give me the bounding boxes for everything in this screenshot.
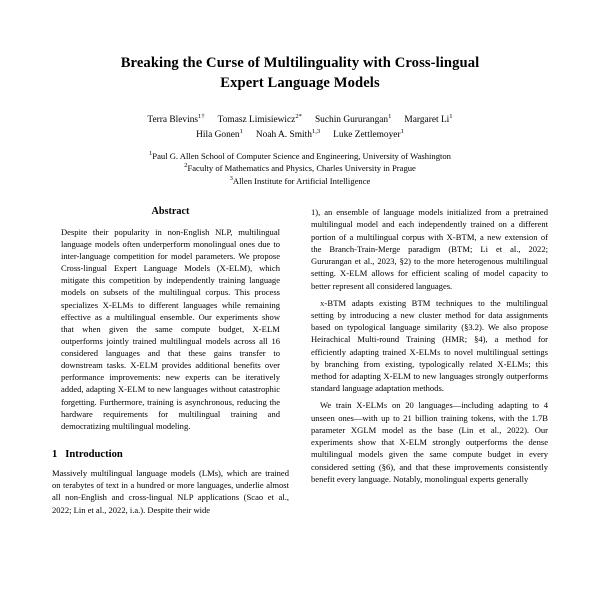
right-column	[311, 206, 548, 516]
affiliation-text: Faculty of Mathematics and Physics, Charles University in Prague	[187, 163, 416, 174]
page-title	[52, 54, 548, 93]
author-row-1	[52, 113, 548, 128]
section-heading-introduction	[52, 449, 289, 460]
author-affil-marker: 1	[239, 127, 243, 135]
abstract-text: Despite their popularity in non-English NLP, multilingual language models often underperform monolingual ones due to inter-language competition for model parameters. We propose Cross-lingual Expert Language Models (X-ELM), which mitigate this competition by independently training language models on subsets of the multilingual corpus. This process specializes X-ELMs to different languages while remaining effective as a multilingual ensemble. Our experiments show that when given the same compute budget, X-ELM outperforms jointly trained multilingual models across all 16 considered languages and that these gains transfer to downstream tasks. X-ELM provides additional benefits over performance improvements: new experts can be iteratively added, adapting X-ELM to new languages without catastrophic forgetting. Furthermore, training is asynchronous, reducing the hardware requirements for multilingual training and democratizing multilingual modeling.	[61, 226, 281, 431]
author	[218, 115, 302, 125]
section-title: Introduction	[65, 448, 123, 460]
section-number: 1	[52, 448, 58, 460]
author	[333, 127, 404, 140]
right-paragraph-1: 1), an ensemble of language models initialized from a pretrained multilingual model and each independently trained on a different portion of a multilingual corpus with X-BTM, a new extension of the Branch-Train-Merge paradigm (BTM; Li et al., 2022; Gururangan et al., 2023, §2) to the more heterogenous multilingual setting. X-ELM allows for efficient scaling of model capacity to better represent all considered languages.	[311, 207, 549, 291]
author-name: Margaret Li	[404, 115, 450, 126]
title-line-2: Expert Language Models	[220, 74, 380, 91]
title-line-1: Breaking the Curse of Multilinguality with Cross-lingual	[120, 55, 480, 71]
author-affil-marker: 1,3	[311, 127, 321, 135]
affiliation-marker: 3	[229, 175, 233, 183]
author-name: Noah A. Smith	[255, 129, 312, 140]
affiliation-marker: 1	[149, 149, 153, 157]
affiliation-text: Allen Institute for Artificial Intelligence	[232, 176, 371, 187]
affiliation	[52, 175, 548, 188]
author	[404, 115, 452, 125]
author-affil-marker: 2*	[295, 113, 302, 121]
abstract-heading: Abstract	[151, 206, 190, 218]
author-affil-marker: 1	[388, 113, 392, 121]
affiliation	[52, 150, 548, 163]
intro-paragraph-1: Massively multilingual language models (LMs), which are trained on terabytes of text in a hundred or more languages, underlie almost all non-English and cross-lingual NLP applications (Scao et al., 2022; Lin et al., 2022, i.a.). Despite their wide	[52, 467, 289, 515]
author-name: Tomasz Limisiewicz	[217, 115, 296, 126]
author-name: Luke Zettlemoyer	[333, 129, 401, 140]
right-paragraph-3: We train X-ELMs on 20 languages—including adapting to 4 unseen ones—with up to 21 billion training tokens, with the 1.7B parameter XGLM model as the base (Lin et al., 2022). Our experiments show that X-ELM strongly outperforms the dense multilingual models given the same compute budget in every considered setting (§6), and that these improvements consistently benefit every language. Notably, monolingual experts generally	[311, 400, 548, 484]
author-list	[52, 113, 548, 142]
two-column-body	[52, 206, 548, 516]
author-name: Suchin Gururangan	[314, 115, 389, 126]
author	[196, 127, 243, 140]
left-column	[52, 206, 289, 516]
author	[255, 127, 321, 140]
author-affil-marker: 1	[449, 113, 453, 121]
author-name: Terra Blevins	[147, 115, 199, 126]
author-affil-marker: 1†	[198, 113, 205, 121]
right-paragraph-2: x-BTM adapts existing BTM techniques to the multilingual setting by introducing a new cluster method for data assignments based on typological language similarity (§3.2). We also propose Heirachical Multi-round Training (HMR; §4), a method for efficiently adapting trained X-ELMs to novel multilingual settings by branching from existing, typologically related X-ELMs; this method for adapting X-ELM to new languages strongly outperforms standard language adaptation methods.	[311, 297, 548, 394]
affiliation-text: Paul G. Allen School of Computer Science and Engineering, University of Washington	[152, 150, 451, 161]
author	[147, 115, 204, 125]
author-affil-marker: 1	[400, 127, 404, 135]
author	[315, 115, 391, 125]
affiliation	[52, 162, 548, 175]
author-row-2	[52, 128, 548, 143]
affiliation-marker: 2	[184, 162, 188, 170]
author-name: Hila Gonen	[196, 129, 240, 140]
affiliation-list	[52, 150, 548, 189]
